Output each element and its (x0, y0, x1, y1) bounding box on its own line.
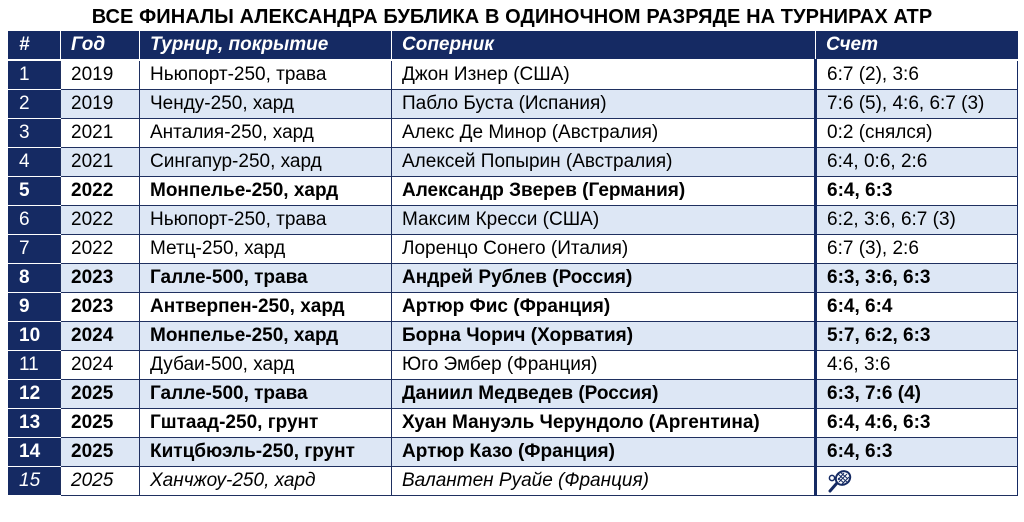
row-tournament: Галле-500, трава (140, 379, 392, 408)
row-number: 11 (9, 350, 61, 379)
row-score (816, 466, 1018, 495)
page-title: ВСЕ ФИНАЛЫ АЛЕКСАНДРА БУБЛИКА В ОДИНОЧНОМ РАЗРЯДЕ НА ТУРНИРАХ ATP (91, 6, 933, 28)
row-opponent: Джон Изнер (США) (392, 60, 816, 89)
row-number: 2 (9, 89, 61, 118)
tennis-racket-icon (827, 469, 853, 493)
row-year: 2025 (61, 437, 140, 466)
table-row (9, 147, 1018, 176)
row-opponent: Хуан Мануэль Черундоло (Аргентина) (392, 408, 816, 437)
row-number: 13 (9, 408, 61, 437)
col-header-opponent: Соперник (392, 31, 816, 60)
row-number: 1 (9, 60, 61, 89)
row-opponent: Артюр Казо (Франция) (392, 437, 816, 466)
row-opponent: Борна Чорич (Хорватия) (392, 321, 816, 350)
col-header-score: Счет (816, 31, 1018, 60)
col-header-year: Год (61, 31, 140, 60)
row-year: 2023 (61, 263, 140, 292)
row-score: 6:4, 0:6, 2:6 (816, 147, 1018, 176)
row-tournament: Китцбюэль-250, грунт (140, 437, 392, 466)
row-opponent: Пабло Буста (Испания) (392, 89, 816, 118)
row-tournament: Ньюпорт-250, трава (140, 205, 392, 234)
row-tournament: Ченду-250, хард (140, 89, 392, 118)
row-opponent: Александр Зверев (Германия) (392, 176, 816, 205)
table-row (9, 437, 1018, 466)
table-row (9, 234, 1018, 263)
row-opponent: Алексей Попырин (Австралия) (392, 147, 816, 176)
row-year: 2023 (61, 292, 140, 321)
row-number: 10 (9, 321, 61, 350)
row-tournament: Гштаад-250, грунт (140, 408, 392, 437)
row-score: 6:7 (3), 2:6 (816, 234, 1018, 263)
row-opponent: Алекс Де Минор (Австралия) (392, 118, 816, 147)
row-opponent: Валантен Руайе (Франция) (392, 466, 816, 495)
row-number: 5 (9, 176, 61, 205)
row-year: 2025 (61, 379, 140, 408)
row-tournament: Метц-250, хард (140, 234, 392, 263)
row-score: 6:3, 7:6 (4) (816, 379, 1018, 408)
row-tournament: Антверпен-250, хард (140, 292, 392, 321)
row-year: 2021 (61, 118, 140, 147)
row-tournament: Ньюпорт-250, трава (140, 60, 392, 89)
row-tournament: Дубаи-500, хард (140, 350, 392, 379)
row-number: 8 (9, 263, 61, 292)
table-row (9, 379, 1018, 408)
table-row (9, 118, 1018, 147)
row-score: 6:4, 6:3 (816, 437, 1018, 466)
row-year: 2022 (61, 234, 140, 263)
table-row (9, 176, 1018, 205)
col-header-tournament: Турнир, покрытие (140, 31, 392, 60)
row-year: 2024 (61, 350, 140, 379)
row-opponent: Андрей Рублев (Россия) (392, 263, 816, 292)
row-score: 6:4, 6:4 (816, 292, 1018, 321)
row-tournament: Галле-500, трава (140, 263, 392, 292)
row-tournament: Анталия-250, хард (140, 118, 392, 147)
table-row (9, 321, 1018, 350)
row-tournament: Монпелье-250, хард (140, 176, 392, 205)
row-score: 6:4, 4:6, 6:3 (816, 408, 1018, 437)
row-number: 3 (9, 118, 61, 147)
row-number: 14 (9, 437, 61, 466)
row-opponent: Юго Эмбер (Франция) (392, 350, 816, 379)
row-tournament: Монпелье-250, хард (140, 321, 392, 350)
row-year: 2025 (61, 408, 140, 437)
table-row (9, 350, 1018, 379)
row-year: 2022 (61, 205, 140, 234)
table-row (9, 263, 1018, 292)
row-year: 2024 (61, 321, 140, 350)
row-opponent: Лоренцо Сонего (Италия) (392, 234, 816, 263)
table-row (9, 89, 1018, 118)
row-number: 6 (9, 205, 61, 234)
table-row (9, 408, 1018, 437)
row-score: 5:7, 6:2, 6:3 (816, 321, 1018, 350)
row-tournament: Сингапур-250, хард (140, 147, 392, 176)
row-score: 6:4, 6:3 (816, 176, 1018, 205)
row-score: 7:6 (5), 4:6, 6:7 (3) (816, 89, 1018, 118)
row-score: 0:2 (снялся) (816, 118, 1018, 147)
row-year: 2021 (61, 147, 140, 176)
finals-table (8, 31, 1018, 496)
row-number: 7 (9, 234, 61, 263)
table-row (9, 205, 1018, 234)
row-opponent: Даниил Медведев (Россия) (392, 379, 816, 408)
row-score: 6:7 (2), 3:6 (816, 60, 1018, 89)
row-year: 2019 (61, 89, 140, 118)
table-row (9, 292, 1018, 321)
table-row (9, 60, 1018, 89)
row-number: 4 (9, 147, 61, 176)
row-score: 6:2, 3:6, 6:7 (3) (816, 205, 1018, 234)
table-row (9, 466, 1018, 495)
row-year: 2019 (61, 60, 140, 89)
row-number: 12 (9, 379, 61, 408)
header-row (9, 31, 1018, 60)
row-number: 15 (9, 466, 61, 495)
row-year: 2022 (61, 176, 140, 205)
row-tournament: Ханчжоу-250, хард (140, 466, 392, 495)
row-opponent: Артюр Фис (Франция) (392, 292, 816, 321)
row-year: 2025 (61, 466, 140, 495)
row-score: 6:3, 3:6, 6:3 (816, 263, 1018, 292)
row-number: 9 (9, 292, 61, 321)
row-score: 4:6, 3:6 (816, 350, 1018, 379)
row-opponent: Максим Кресси (США) (392, 205, 816, 234)
col-header-number: # (9, 31, 61, 60)
